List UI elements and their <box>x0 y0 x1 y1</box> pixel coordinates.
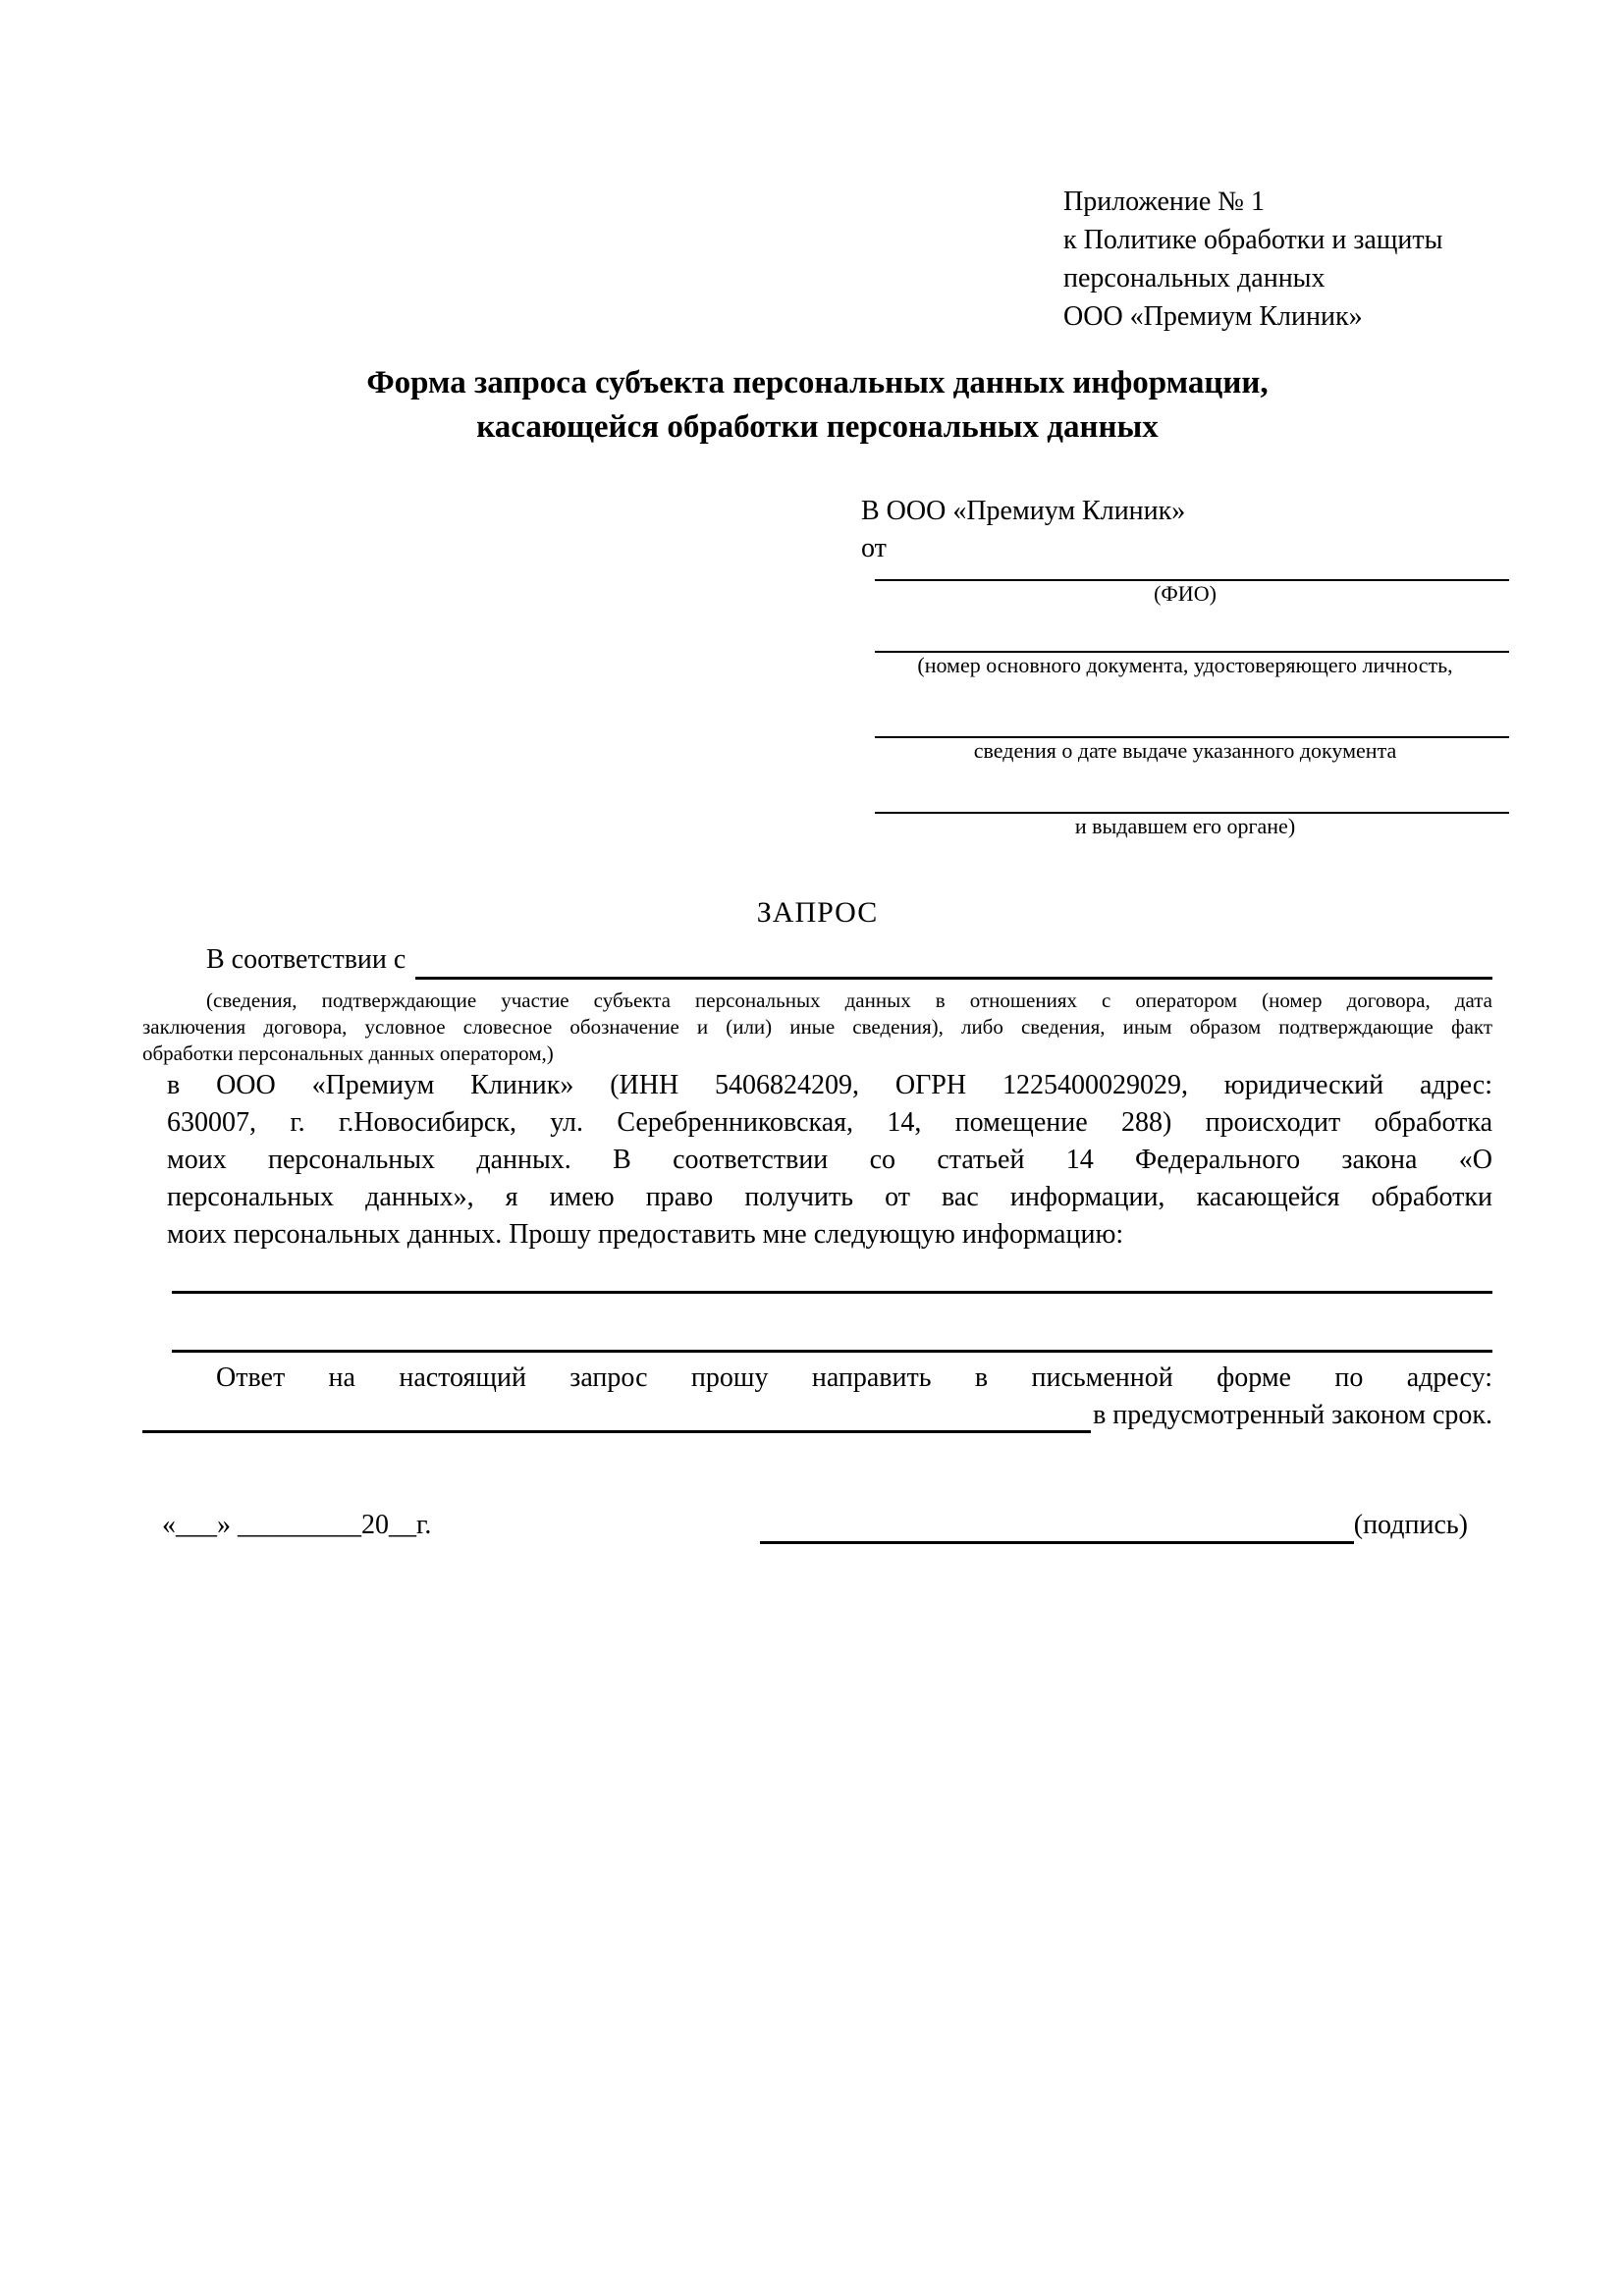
addressee-to: В ООО «Премиум Клиник» <box>861 496 1186 526</box>
addressee-from: от <box>861 533 887 563</box>
fine-print-line: (сведения, подтверждающие участие субъекта персональных данных в отношениях с оператором (номер договора, дата <box>206 988 1492 1012</box>
accordance-prefix: В соответствии с <box>206 944 406 975</box>
issuing-authority-caption: и выдавшем его органе) <box>1074 814 1296 838</box>
fine-print-line: заключения договора, условное словесное обозначение и (или) иные сведения), либо сведения, иным образом подтверждающие факт <box>142 1015 1492 1039</box>
fine-print <box>142 988 1492 1067</box>
form-title-line: касающейся обработки персональных данных <box>476 409 1159 445</box>
signature-group <box>760 1507 1468 1544</box>
request-body <box>167 1067 1492 1254</box>
spacer <box>861 678 1509 724</box>
fine-print-line: обработки персональных данных оператором,) <box>142 1041 554 1065</box>
signature-blank-line <box>760 1512 1354 1544</box>
document-number-caption: (номер основного документа, удостоверяющего личность, <box>917 653 1453 677</box>
issue-date-blank-line <box>875 724 1509 738</box>
date-fill-line: «___» _________20__г. <box>162 1510 432 1540</box>
request-body-line: в ООО «Премиум Клиник» (ИНН 5406824209, ОГРН 1225400029029, юридический адрес: <box>167 1070 1492 1100</box>
reply-deadline-row <box>142 1398 1492 1433</box>
spacer <box>861 607 1509 639</box>
accordance-blank-line <box>415 943 1492 980</box>
reply-address-line: Ответ на настоящий запрос прошу направить в письменной форме по адресу: <box>216 1362 1492 1393</box>
appendix-line: персональных данных <box>1063 263 1326 294</box>
appendix-block <box>1063 183 1492 336</box>
spacer <box>861 764 1509 800</box>
appendix-line: ООО «Премиум Клиник» <box>1063 301 1363 332</box>
request-body-line: персональных данных», я имею право получить от вас информации, касающейся обработки <box>167 1182 1492 1212</box>
issue-date-caption: сведения о дате выдаче указанного документа <box>973 738 1397 763</box>
request-body-line: моих персональных данных. В соответствии со статьей 14 Федерального закона «О <box>167 1145 1492 1175</box>
information-blank-line-2 <box>172 1350 1492 1353</box>
fio-blank-line <box>875 567 1509 581</box>
footer-row <box>142 1507 1492 1544</box>
request-body-line: моих персональных данных. Прошу предоставить мне следующую информацию: <box>167 1219 1124 1250</box>
issuing-authority-blank-line <box>875 800 1509 814</box>
appendix-line: Приложение № 1 <box>1063 187 1265 217</box>
document-content <box>142 0 1492 1544</box>
reply-deadline-text: в предусмотренный законом срок. <box>1093 1400 1492 1430</box>
addressee-block <box>861 493 1509 839</box>
document-number-blank-line <box>875 639 1509 653</box>
fio-caption: (ФИО) <box>1154 581 1217 606</box>
request-body-line: 630007, г. г.Новосибирск, ул. Серебренниковская, 14, помещение 288) происходит обработка <box>167 1107 1492 1138</box>
form-title-line: Форма запроса субъекта персональных данных информации, <box>366 365 1269 400</box>
request-heading: ЗАПРОС <box>756 896 879 929</box>
signature-caption: (подпись) <box>1353 1510 1468 1540</box>
appendix-line: к Политике обработки и защиты <box>1063 225 1443 255</box>
accordance-row <box>142 940 1492 980</box>
form-title <box>142 361 1492 450</box>
information-blank-line-1 <box>172 1291 1492 1294</box>
address-blank-line <box>142 1401 1091 1433</box>
